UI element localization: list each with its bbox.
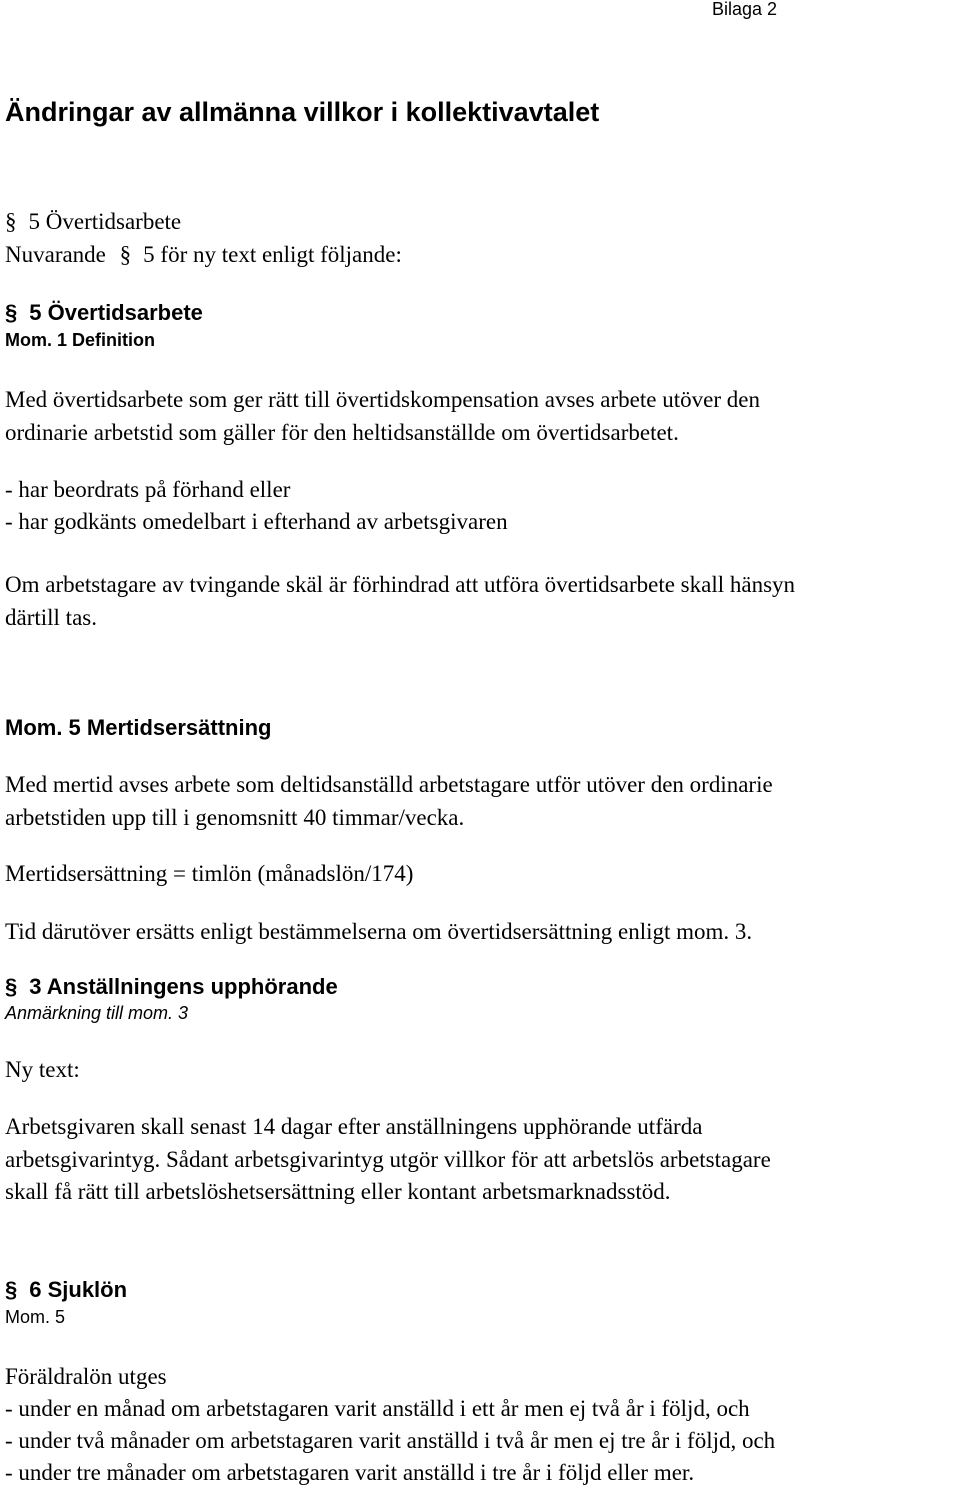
intro-replace-prefix: Nuvarande (5, 242, 106, 267)
mertid-line-1: Med mertid avses arbete som deltidsanställd arbetstagare utför utöver den ordinarie (5, 772, 773, 797)
parental-pay-item-1: - under en månad om arbetstagaren varit anställd i ett år men ej två år i följd, och (5, 1396, 750, 1421)
document-title: Ändringar av allmänna villkor i kollektivavtalet (5, 97, 600, 127)
intro-replace-line (5, 243, 402, 266)
certificate-line-3: skall få rätt till arbetslöshetsersättning eller kontant arbetsmarknadsstöd. (5, 1179, 671, 1204)
intro-section-title: 5 Övertidsarbete (28, 209, 182, 234)
mom-5-heading: Mom. 5 Mertidsersättning (5, 715, 272, 740)
beyond-time-text: Tid därutöver ersätts enligt bestämmelserna om övertidsersättning enligt mom. 3. (5, 919, 753, 944)
certificate-line-1: Arbetsgivaren skall senast 14 dagar efter anställningens upphörande utfärda (5, 1114, 703, 1139)
section-3-heading (5, 976, 338, 998)
section-5-heading (5, 302, 203, 324)
section-symbol: § (119, 242, 132, 267)
intro-section-line (5, 210, 181, 233)
section-symbol: § (5, 209, 17, 234)
section-5-title: 5 Övertidsarbete (29, 300, 203, 325)
new-text-label: Ny text: (5, 1057, 80, 1082)
mertid-formula: Mertidsersättning = timlön (månadslön/174) (5, 861, 414, 886)
definition-line-1: Med övertidsarbete som ger rätt till övertidskompensation avses arbete utöver den (5, 387, 760, 412)
appendix-label: Bilaga 2 (711, 0, 777, 19)
mom-1-heading: Mom. 1 Definition (5, 330, 155, 350)
section-6-mom: Mom. 5 (5, 1307, 66, 1327)
parental-pay-item-2: - under två månader om arbetstagaren varit anställd i två år men ej tre år i följd, och (5, 1428, 776, 1453)
section-6-title: 6 Sjuklön (29, 1277, 128, 1302)
hardship-line-2: därtill tas. (5, 605, 97, 630)
section-symbol: § (5, 1277, 18, 1302)
condition-item-2: - har godkänts omedelbart i efterhand av arbetsgivaren (5, 509, 508, 534)
definition-line-2: ordinarie arbetstid som gäller för den heltidsanställde om övertidsarbetet. (5, 420, 679, 445)
parental-pay-intro: Föräldralön utges (5, 1364, 167, 1389)
section-3-note: Anmärkning till mom. 3 (5, 1003, 189, 1023)
hardship-line-1: Om arbetstagare av tvingande skäl är förhindrad att utföra övertidsarbete skall hänsyn (5, 572, 796, 597)
condition-item-1: - har beordrats på förhand eller (5, 477, 291, 502)
section-symbol: § (5, 974, 18, 999)
intro-replace-text: 5 för ny text enligt följande: (143, 242, 402, 267)
section-symbol: § (5, 300, 18, 325)
section-6-heading (5, 1279, 127, 1301)
certificate-line-2: arbetsgivarintyg. Sådant arbetsgivarintyg utgör villkor för att arbetslös arbetstagare (5, 1147, 771, 1172)
parental-pay-item-3: - under tre månader om arbetstagaren varit anställd i tre år i följd eller mer. (5, 1460, 695, 1485)
section-3-title: 3 Anställningens upphörande (29, 974, 338, 999)
mertid-line-2: arbetstiden upp till i genomsnitt 40 timmar/vecka. (5, 805, 465, 830)
